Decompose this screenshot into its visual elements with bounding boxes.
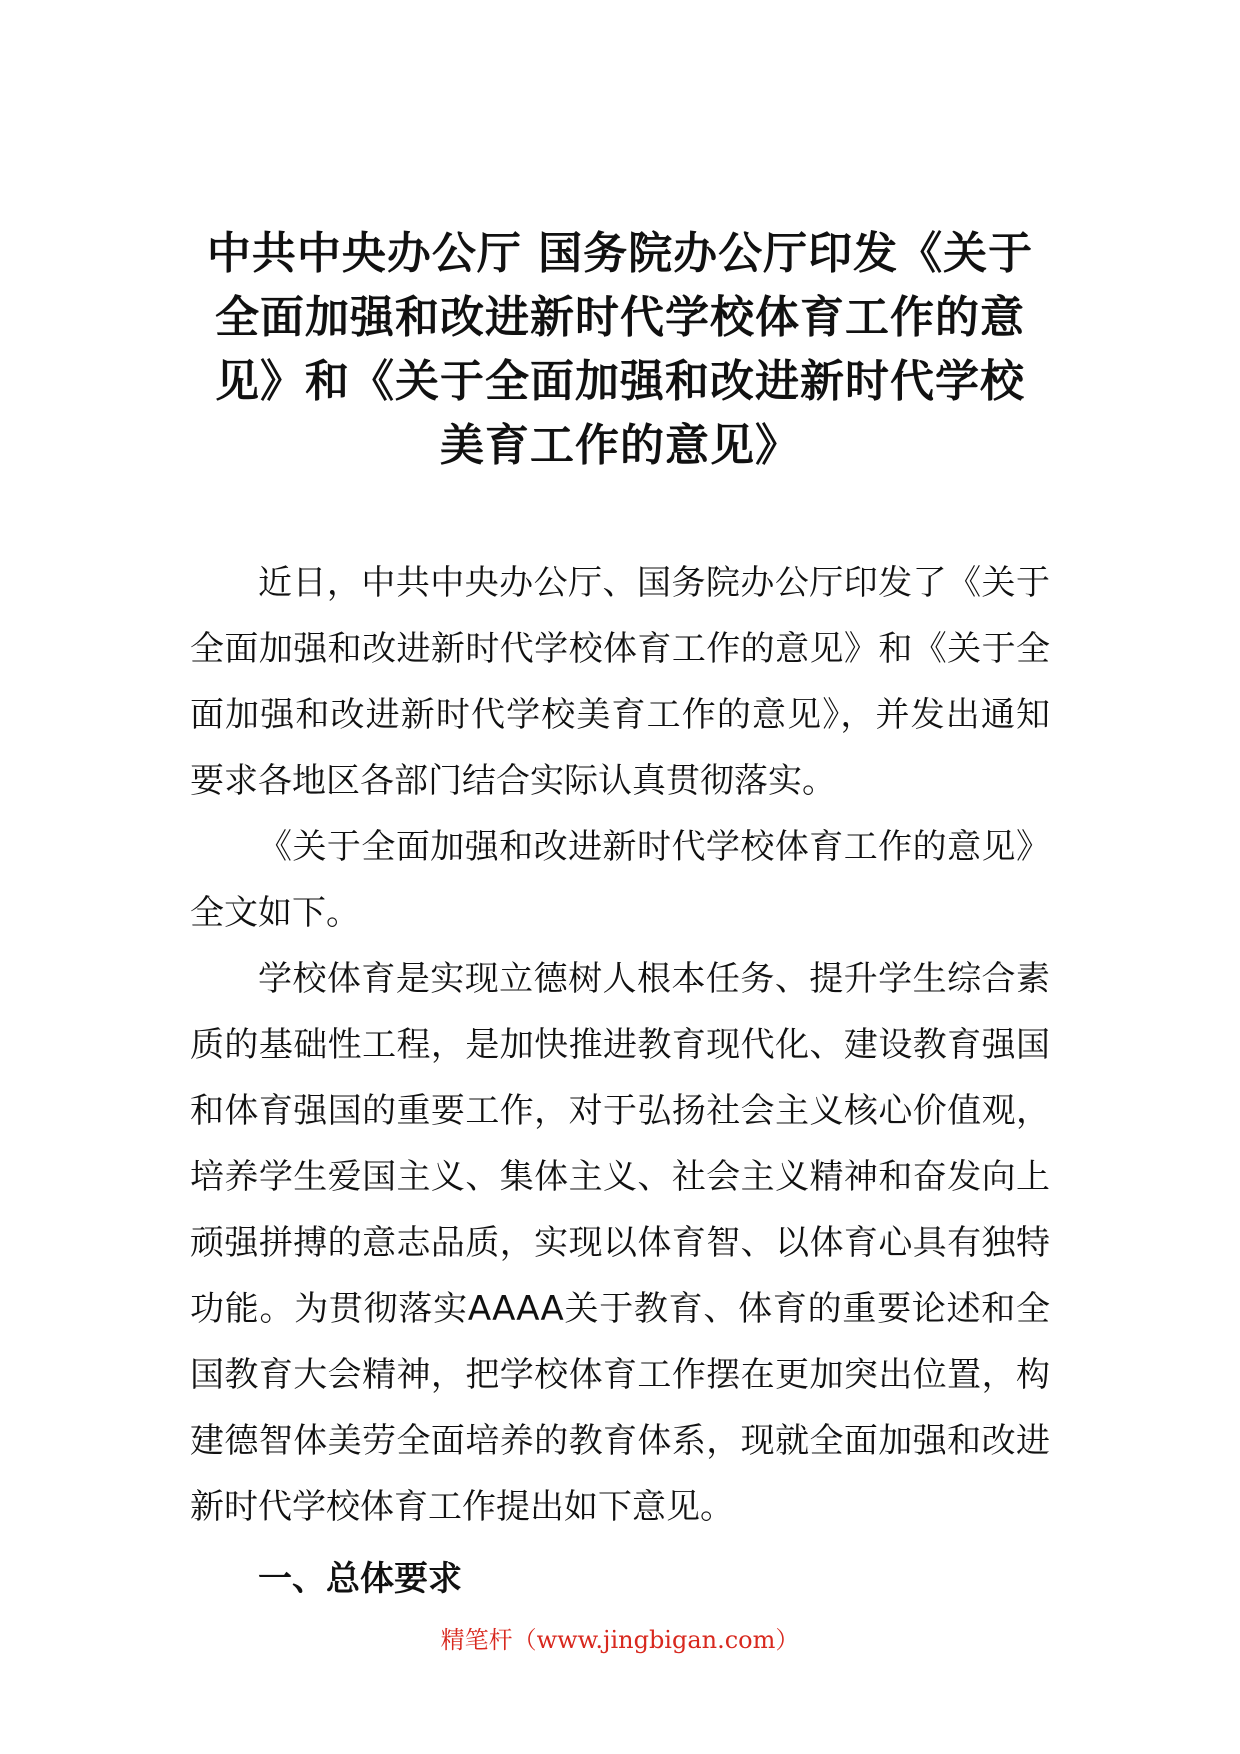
title-line: 见》和《关于全面加强和改进新时代学校 <box>215 356 1025 407</box>
footer-watermark: 精笔杆（www.jingbigan.com） <box>440 1626 800 1654</box>
title-line: 全面加强和改进新时代学校体育工作的意 <box>215 292 1025 343</box>
body-paragraph: 《关于全面加强和改进新时代学校体育工作的意见》全文如下。 <box>190 827 1050 933</box>
body-paragraph: 近日，中共中央办公厅、国务院办公厅印发了《关于全面加强和改进新时代学校体育工作的意见》和《关于全面加强和改进新时代学校美育工作的意见》，并发出通知要求各地区各部门结合实际认真贯彻落实。 <box>190 563 1050 801</box>
document-body <box>190 550 1050 1612</box>
title-line: 美育工作的意见》 <box>440 420 800 471</box>
document-title <box>190 222 1050 478</box>
body-paragraph: 学校体育是实现立德树人根本任务、提升学生综合素质的基础性工程，是加快推进教育现代化、建设教育强国和体育强国的重要工作，对于弘扬社会主义核心价值观，培养学生爱国主义、集体主义、社会主义精神和奋发向上顽强拼搏的意志品质，实现以体育智、以体育心具有独特功能。为贯彻落实AAAA关于教育、体育的重要论述和全国教育大会精神，把学校体育工作摆在更加突出位置，构建德智体美劳全面培养的教育体系，现就全面加强和改进新时代学校体育工作提出如下意见。 <box>190 959 1050 1527</box>
section-heading: 一、总体要求 <box>258 1559 462 1599</box>
title-line: 中共中央办公厅 国务院办公厅印发《关于 <box>206 228 1034 279</box>
